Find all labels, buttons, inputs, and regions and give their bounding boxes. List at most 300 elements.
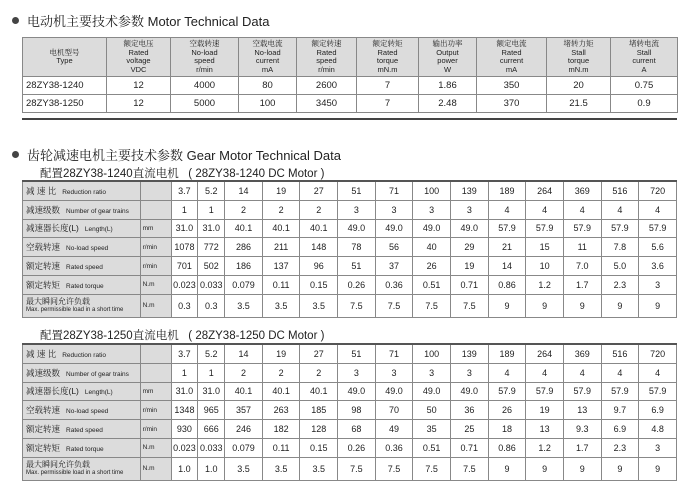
motor-header-line: Rated — [377, 47, 398, 57]
gear-table-cell: 0.3 — [171, 294, 198, 317]
gear-row-label — [23, 200, 141, 219]
gear-table-cell: 9 — [601, 294, 639, 317]
gear-table-cell: 264 — [526, 181, 564, 200]
gear-table-cell: 9.7 — [601, 401, 639, 420]
gear-table-cell: 0.033 — [198, 438, 225, 457]
gear-table-cell: 36 — [451, 401, 489, 420]
gear-table-cell: 9 — [601, 457, 639, 480]
gear-table-cell: 6.9 — [601, 420, 639, 439]
gear-table-cell: 516 — [601, 181, 639, 200]
gear-row-label — [23, 219, 141, 238]
gear-table-cell: 7.5 — [338, 294, 376, 317]
motor-table-cell: 12 — [107, 77, 171, 95]
gear-row-label-en: Rated torque — [66, 282, 104, 290]
gear-table-cell: 49.0 — [413, 382, 451, 401]
gear-table-cell: 31.0 — [171, 382, 198, 401]
gear-table-cell: 57.9 — [601, 382, 639, 401]
gear-table-cell: 137 — [262, 257, 300, 276]
motor-section-title — [12, 11, 270, 30]
gear-table-cell: 71 — [375, 181, 413, 200]
gear-table-cell: 57.9 — [526, 219, 564, 238]
gear-table-cell: 9 — [488, 294, 526, 317]
gear-table-cell: 1 — [171, 200, 198, 219]
gear-table-row — [23, 181, 677, 200]
gear-table-cell: 1348 — [171, 401, 198, 420]
gear-table-cell: 37 — [375, 257, 413, 276]
gear-table-cell: 26 — [413, 257, 451, 276]
gear-table-cell: 15 — [526, 238, 564, 257]
motor-header-line: No-load — [191, 47, 218, 57]
gear-table-cell: 2 — [262, 363, 300, 382]
motor-header-cell — [297, 38, 357, 77]
gear-table-cell: 211 — [262, 238, 300, 257]
motor-header-cell — [107, 38, 171, 77]
gear-config-1240-label: 配置28ZY38-1240直流电机 — [40, 168, 179, 180]
gear-table-cell: 57.9 — [563, 219, 601, 238]
gear-table-cell: 25 — [451, 420, 489, 439]
gear-row-label-en: Length(L) — [84, 389, 113, 397]
gear-table-row — [23, 420, 677, 439]
gear-table-cell: 7.5 — [451, 294, 489, 317]
motor-header-line: Stall — [636, 47, 652, 57]
gear-table-cell: 56 — [375, 238, 413, 257]
gear-table-cell: 3 — [639, 275, 677, 294]
gear-table-cell: 965 — [198, 401, 225, 420]
gear-table-cell: 26 — [488, 401, 526, 420]
gear-row-label-cn: 最大瞬间允许负载 — [26, 459, 90, 469]
gear-table-cell: 57.9 — [563, 382, 601, 401]
motor-section-title-text: 电动机主要技术参数 Motor Technical Data — [27, 14, 270, 29]
gear-row-unit: N.m — [140, 294, 171, 317]
gear-row-unit — [140, 200, 171, 219]
gear-row-label — [23, 363, 141, 382]
gear-table-cell: 3 — [375, 363, 413, 382]
gear-table-cell: 516 — [601, 344, 639, 363]
gear-table-cell: 4 — [488, 363, 526, 382]
gear-config-1250 — [40, 327, 324, 343]
motor-header-cell — [23, 38, 107, 77]
gear-row-label — [23, 238, 141, 257]
gear-table-cell: 2 — [262, 200, 300, 219]
gear-table-cell: 3 — [639, 438, 677, 457]
gear-table-1240 — [22, 180, 677, 318]
gear-table-cell: 502 — [198, 257, 225, 276]
gear-table-cell: 57.9 — [601, 219, 639, 238]
gear-table-cell: 666 — [198, 420, 225, 439]
gear-table-cell: 100 — [413, 181, 451, 200]
motor-header-line: Stall — [571, 47, 586, 57]
gear-table-row — [23, 257, 677, 276]
gear-table-cell: 3.5 — [262, 294, 300, 317]
gear-table-cell: 51 — [338, 181, 376, 200]
gear-table-cell: 49 — [375, 420, 413, 439]
gear-table-cell: 3.5 — [300, 457, 338, 480]
gear-table-cell: 1 — [198, 363, 225, 382]
gear-table-row — [23, 238, 677, 257]
gear-table-cell: 189 — [488, 344, 526, 363]
motor-header-line: Rated — [316, 47, 337, 57]
motor-header-line: 电机型号 — [49, 47, 80, 57]
motor-header-line: 额定转速 — [311, 39, 342, 48]
gear-row-label — [23, 401, 141, 420]
gear-table-cell: 7.5 — [413, 457, 451, 480]
gear-row-unit — [140, 344, 171, 363]
gear-table-cell: 1078 — [171, 238, 198, 257]
motor-header-cell — [171, 38, 239, 77]
gear-table-cell: 1 — [171, 363, 198, 382]
gear-section-title — [12, 145, 341, 164]
gear-table-cell: 701 — [171, 257, 198, 276]
gear-table-cell: 185 — [300, 401, 338, 420]
motor-header-line: speed — [194, 56, 215, 65]
gear-table-cell: 100 — [413, 344, 451, 363]
gear-table-cell: 0.86 — [488, 275, 526, 294]
gear-table-cell: 0.079 — [225, 275, 263, 294]
gear-row-label-en: No-load speed — [66, 408, 109, 416]
gear-table-cell: 9 — [526, 294, 564, 317]
gear-table-cell: 49.0 — [375, 219, 413, 238]
gear-row-label — [23, 420, 141, 439]
motor-header-line: VDC — [130, 64, 147, 74]
gear-table-cell: 40.1 — [262, 219, 300, 238]
gear-table-cell: 3.5 — [300, 294, 338, 317]
gear-table-cell: 49.0 — [375, 382, 413, 401]
motor-table-cell: 7 — [357, 95, 419, 113]
gear-table-row — [23, 344, 677, 363]
gear-config-1240 — [40, 165, 324, 181]
gear-table-row — [23, 275, 677, 294]
gear-table-cell: 9 — [563, 294, 601, 317]
gear-table-cell: 40 — [413, 238, 451, 257]
motor-header-line: 额定转矩 — [372, 39, 403, 48]
gear-table-cell: 10 — [526, 257, 564, 276]
motor-table-cell: 20 — [547, 77, 611, 95]
gear-row-unit — [140, 181, 171, 200]
motor-table-cell: 5000 — [171, 95, 239, 113]
gear-row-unit: r/min — [140, 238, 171, 257]
gear-table-cell: 0.86 — [488, 438, 526, 457]
gear-table-row — [23, 200, 677, 219]
gear-table-cell: 9 — [488, 457, 526, 480]
gear-table-cell: 7.5 — [375, 294, 413, 317]
gear-table-cell: 4.8 — [639, 420, 677, 439]
gear-row-unit — [140, 363, 171, 382]
gear-table-cell: 7.0 — [563, 257, 601, 276]
gear-table-cell: 357 — [225, 401, 263, 420]
gear-table-cell: 286 — [225, 238, 263, 257]
gear-table-row — [23, 457, 677, 480]
gear-table-cell: 3 — [413, 363, 451, 382]
gear-table-cell: 78 — [338, 238, 376, 257]
gear-row-label-cn: 额定转矩 — [26, 279, 61, 290]
gear-table-cell: 3.6 — [639, 257, 677, 276]
gear-row-unit: N.m — [140, 275, 171, 294]
gear-table-cell: 4 — [563, 363, 601, 382]
gear-row-label-en: Reduction ratio — [62, 188, 106, 196]
gear-table-row — [23, 363, 677, 382]
gear-row-label-cn: 最大瞬间允许负载 — [26, 296, 90, 306]
gear-row-label — [23, 457, 141, 480]
gear-table-cell: 27 — [300, 181, 338, 200]
motor-table-cell: 1.86 — [419, 77, 477, 95]
motor-header-cell — [419, 38, 477, 77]
gear-config-1250-label: 配置28ZY38-1250直流电机 — [40, 330, 179, 342]
motor-header-line: 空载电流 — [252, 39, 283, 48]
gear-row-label-cn: 减速器长度(L) — [26, 386, 79, 397]
gear-table-cell: 930 — [171, 420, 198, 439]
motor-header-line: No-load — [254, 47, 281, 57]
gear-row-label-cn: 减 速 比 — [26, 348, 57, 359]
gear-table-cell: 31.0 — [171, 219, 198, 238]
gear-table-cell: 9.3 — [563, 420, 601, 439]
motor-table-cell: 21.5 — [547, 95, 611, 113]
motor-table-cell: 12 — [107, 95, 171, 113]
gear-table-cell: 186 — [225, 257, 263, 276]
gear-table-cell: 5.2 — [198, 181, 225, 200]
gear-table-cell: 3.7 — [171, 344, 198, 363]
motor-header-line: Rated — [128, 47, 149, 57]
motor-table-cell: 2600 — [297, 77, 357, 95]
motor-table-cell: 7 — [357, 77, 419, 95]
gear-row-label-en: Rated speed — [66, 427, 103, 435]
gear-row-label-cn: 额定转矩 — [26, 442, 61, 453]
gear-table-cell: 0.023 — [171, 275, 198, 294]
motor-table-row — [23, 77, 678, 95]
gear-table-cell: 7.5 — [451, 457, 489, 480]
gear-table-cell: 0.15 — [300, 438, 338, 457]
gear-table-cell: 57.9 — [639, 219, 677, 238]
motor-table-cell: 0.75 — [611, 77, 678, 95]
gear-row-label-cn: 减速级数 — [26, 204, 61, 215]
gear-table-cell: 51 — [338, 257, 376, 276]
gear-table-cell: 369 — [563, 181, 601, 200]
gear-table-cell: 21 — [488, 238, 526, 257]
gear-row-label-en: Max. permissible load in a short time — [26, 469, 124, 476]
motor-header-line: mA — [261, 64, 274, 74]
gear-table-cell: 0.71 — [451, 438, 489, 457]
gear-table-cell: 57.9 — [526, 382, 564, 401]
gear-row-label-en: Number of gear trains — [66, 370, 129, 378]
motor-table-cell: 28ZY38-1250 — [23, 95, 107, 113]
gear-table-row — [23, 294, 677, 317]
gear-table-cell: 40.1 — [300, 219, 338, 238]
gear-table-cell: 49.0 — [451, 382, 489, 401]
gear-table-cell: 49.0 — [338, 219, 376, 238]
gear-table-cell: 9 — [639, 457, 677, 480]
motor-header-line: current — [499, 56, 524, 65]
gear-table-cell: 0.3 — [198, 294, 225, 317]
gear-row-unit: r/min — [140, 257, 171, 276]
gear-row-label — [23, 294, 141, 317]
gear-table-cell: 3.5 — [262, 457, 300, 480]
gear-table-cell: 4 — [488, 200, 526, 219]
gear-table-cell: 5.6 — [639, 238, 677, 257]
gear-table-cell: 4 — [601, 200, 639, 219]
gear-table-cell: 40.1 — [225, 219, 263, 238]
motor-header-line: speed — [316, 56, 337, 65]
motor-header-line: 堵转力矩 — [563, 39, 594, 48]
gear-table-cell: 2 — [225, 200, 263, 219]
motor-header-line: Rated — [501, 47, 522, 57]
gear-table-cell: 40.1 — [262, 382, 300, 401]
gear-table-cell: 0.11 — [262, 275, 300, 294]
gear-table-cell: 9 — [563, 457, 601, 480]
motor-header-line: Output — [436, 47, 459, 57]
gear-table-cell: 68 — [338, 420, 376, 439]
motor-header-cell — [357, 38, 419, 77]
gear-row-label — [23, 438, 141, 457]
gear-table-cell: 720 — [639, 181, 677, 200]
gear-config-1250-motor: ( 28ZY38-1250 DC Motor ) — [188, 330, 325, 342]
gear-table-cell: 1.0 — [171, 457, 198, 480]
gear-table-cell: 369 — [563, 344, 601, 363]
gear-table-cell: 4 — [526, 200, 564, 219]
gear-table-cell: 49.0 — [451, 219, 489, 238]
motor-table-cell: 370 — [477, 95, 547, 113]
gear-section-title-text: 齿轮减速电机主要技术参数 Gear Motor Technical Data — [27, 148, 341, 163]
gear-table-cell: 0.023 — [171, 438, 198, 457]
gear-table-cell: 1.0 — [198, 457, 225, 480]
gear-table-cell: 31.0 — [198, 382, 225, 401]
gear-row-label-cn: 额定转速 — [26, 424, 61, 435]
gear-table-cell: 0.51 — [413, 275, 451, 294]
motor-header-cell — [239, 38, 297, 77]
gear-table-cell: 3 — [413, 200, 451, 219]
gear-table-cell: 0.15 — [300, 275, 338, 294]
motor-header-line: voltage — [126, 56, 151, 65]
gear-row-label — [23, 257, 141, 276]
gear-table-cell: 2 — [300, 363, 338, 382]
motor-header-line: power — [437, 56, 458, 65]
gear-table-row — [23, 219, 677, 238]
gear-table-cell: 7.5 — [413, 294, 451, 317]
gear-row-label-en: Number of gear trains — [66, 207, 129, 215]
gear-table-cell: 31.0 — [198, 219, 225, 238]
gear-table-cell: 19 — [262, 181, 300, 200]
gear-table-cell: 3 — [338, 363, 376, 382]
gear-table-cell: 5.0 — [601, 257, 639, 276]
motor-header-line: 额定电压 — [123, 39, 154, 48]
gear-table-cell: 98 — [338, 401, 376, 420]
motor-table-cell: 100 — [239, 95, 297, 113]
gear-row-label-cn: 减速器长度(L) — [26, 223, 79, 234]
gear-table-cell: 0.71 — [451, 275, 489, 294]
gear-table-cell: 29 — [451, 238, 489, 257]
motor-header-line: 输出功率 — [432, 39, 463, 48]
gear-table-cell: 182 — [262, 420, 300, 439]
gear-row-label — [23, 344, 141, 363]
gear-table-cell: 0.51 — [413, 438, 451, 457]
gear-row-label-en: Length(L) — [84, 226, 113, 234]
gear-row-label-en: Rated speed — [66, 264, 103, 272]
motor-table-row — [23, 95, 678, 113]
gear-table-cell: 772 — [198, 238, 225, 257]
motor-table-cell: 28ZY38-1240 — [23, 77, 107, 95]
gear-table-cell: 57.9 — [488, 219, 526, 238]
gear-row-label — [23, 382, 141, 401]
gear-table-cell: 0.26 — [338, 438, 376, 457]
gear-table-cell: 2 — [300, 200, 338, 219]
gear-row-unit: r/min — [140, 401, 171, 420]
gear-table-cell: 1.2 — [526, 438, 564, 457]
gear-table-cell: 139 — [451, 181, 489, 200]
motor-header-line: r/min — [196, 64, 213, 74]
motor-header-line: mA — [505, 64, 518, 74]
gear-table-cell: 4 — [526, 363, 564, 382]
gear-table-cell: 2 — [225, 363, 263, 382]
gear-table-cell: 139 — [451, 344, 489, 363]
gear-table-cell: 3 — [451, 363, 489, 382]
gear-table-cell: 1.7 — [563, 275, 601, 294]
gear-table-cell: 7.5 — [338, 457, 376, 480]
gear-table-cell: 2.3 — [601, 275, 639, 294]
gear-table-cell: 0.033 — [198, 275, 225, 294]
gear-row-label-en: Rated torque — [66, 445, 104, 453]
bullet-icon — [12, 151, 19, 158]
gear-table-cell: 49.0 — [338, 382, 376, 401]
gear-table-cell: 40.1 — [225, 382, 263, 401]
gear-table-cell: 189 — [488, 181, 526, 200]
gear-table-cell: 57.9 — [488, 382, 526, 401]
gear-row-label-cn: 空载转速 — [26, 405, 61, 416]
motor-header-cell — [611, 38, 678, 77]
gear-table-1250 — [22, 343, 677, 481]
gear-table-cell: 4 — [601, 363, 639, 382]
gear-table-cell: 263 — [262, 401, 300, 420]
motor-header-line: Type — [56, 56, 73, 65]
motor-table-cell: 0.9 — [611, 95, 678, 113]
motor-header-line: 堵转电流 — [629, 39, 659, 48]
gear-table-cell: 0.36 — [375, 438, 413, 457]
gear-table-cell: 3 — [338, 200, 376, 219]
motor-header-line: torque — [376, 56, 399, 65]
gear-config-1240-motor: ( 28ZY38-1240 DC Motor ) — [188, 168, 325, 180]
gear-row-label — [23, 181, 141, 200]
gear-table-cell: 40.1 — [300, 382, 338, 401]
gear-table-cell: 6.9 — [639, 401, 677, 420]
gear-row-label-cn: 减 速 比 — [26, 185, 57, 196]
gear-table-row — [23, 382, 677, 401]
gear-table-cell: 49.0 — [413, 219, 451, 238]
gear-table-cell: 2.3 — [601, 438, 639, 457]
gear-row-unit: mm — [140, 219, 171, 238]
gear-table-cell: 14 — [225, 181, 263, 200]
gear-table-cell: 3.5 — [225, 294, 263, 317]
gear-row-unit: r/min — [140, 420, 171, 439]
gear-row-label — [23, 275, 141, 294]
motor-table-cell: 3450 — [297, 95, 357, 113]
gear-table-cell: 14 — [225, 344, 263, 363]
motor-header-line: A — [641, 64, 647, 74]
motor-header-line: torque — [567, 56, 590, 65]
gear-table-cell: 19 — [262, 344, 300, 363]
gear-table-cell: 3.5 — [225, 457, 263, 480]
motor-header-line: 空载转速 — [189, 39, 220, 48]
motor-header-line: r/min — [318, 64, 335, 74]
gear-table-cell: 96 — [300, 257, 338, 276]
gear-table-cell: 5.2 — [198, 344, 225, 363]
motor-table-header-row — [23, 38, 678, 77]
gear-row-unit: N.m — [140, 457, 171, 480]
gear-table-cell: 50 — [413, 401, 451, 420]
gear-table-cell: 0.079 — [225, 438, 263, 457]
gear-row-label-cn: 额定转速 — [26, 261, 61, 272]
gear-table-cell: 3.7 — [171, 181, 198, 200]
motor-header-line: current — [632, 56, 656, 65]
gear-table-cell: 14 — [488, 257, 526, 276]
motor-header-cell — [547, 38, 611, 77]
gear-table-cell: 3 — [451, 200, 489, 219]
